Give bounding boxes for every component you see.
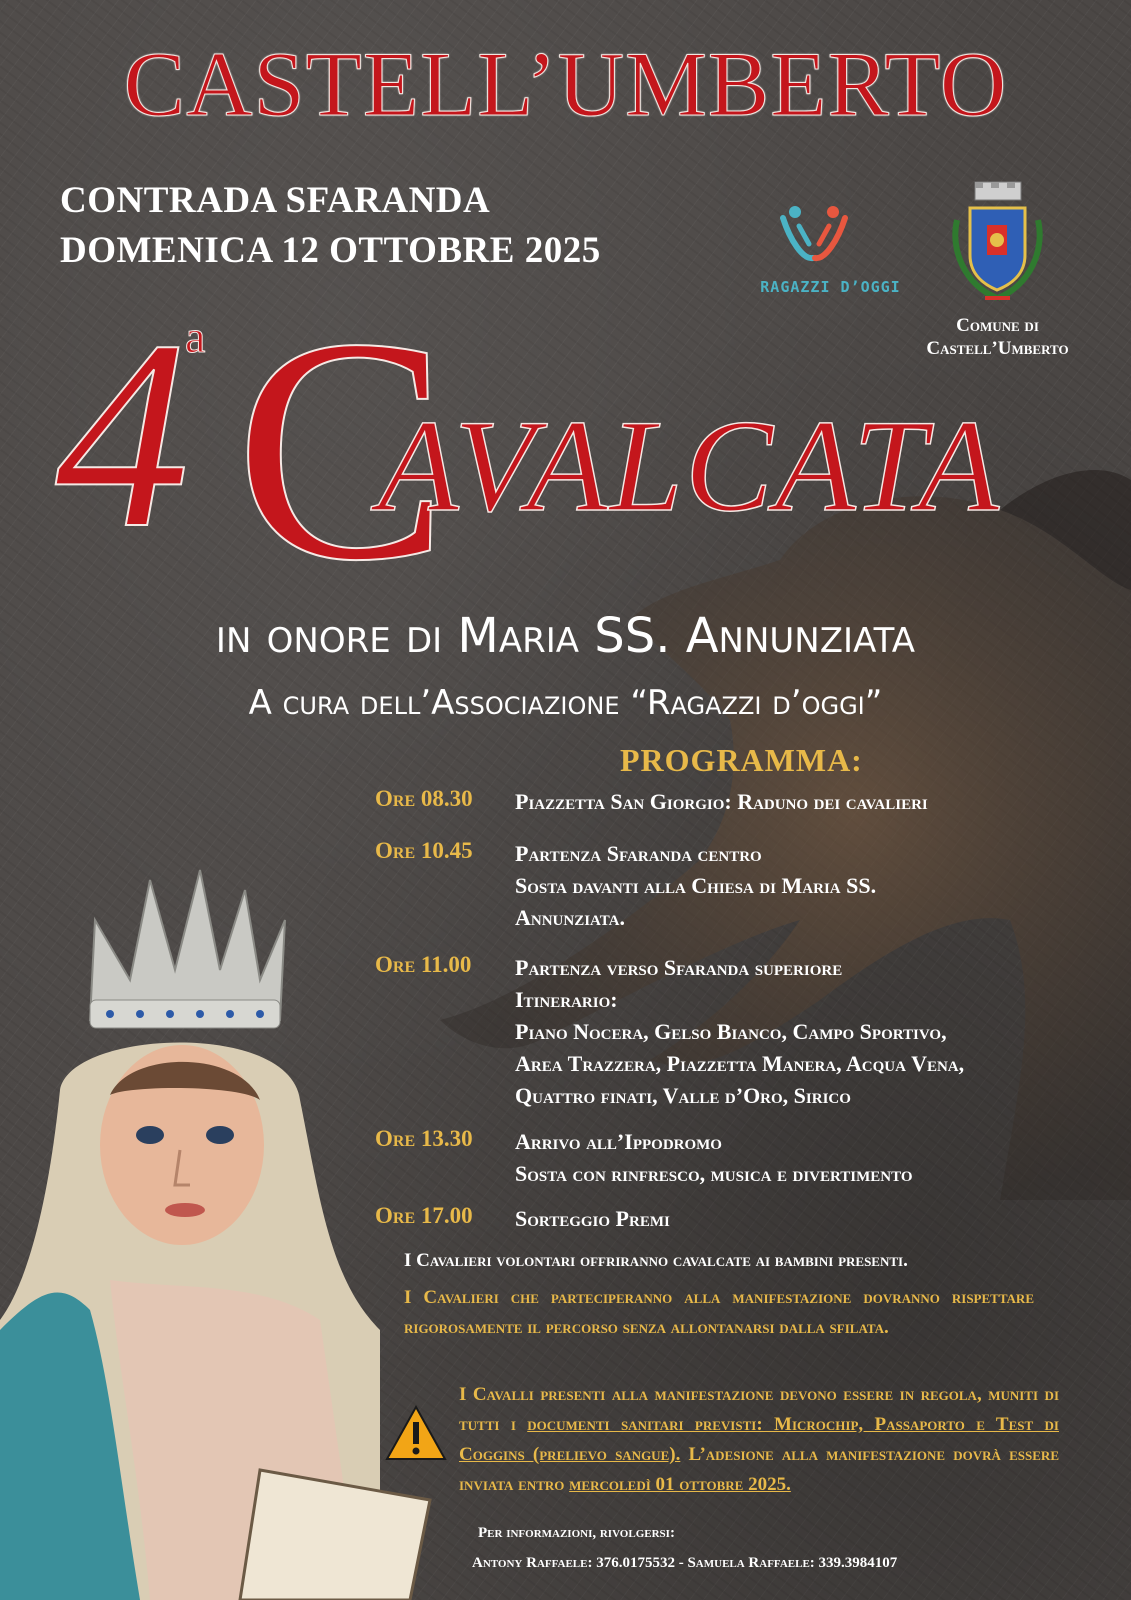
route-note: I Cavalieri che parteciperanno alla manifestazione dovranno rispettare rigorosamente il percorso senza allontanarsi dalla sfilata. [404, 1287, 1034, 1338]
edition-number: 4 [55, 285, 190, 584]
program-time: Ore 10.45 [375, 838, 473, 863]
program-time: Ore 13.30 [375, 1126, 473, 1151]
coat-of-arms-icon [945, 180, 1050, 310]
comune-label [905, 315, 1090, 361]
children-note: I Cavalieri volontari offriranno cavalcate ai bambini presenti. [404, 1250, 908, 1271]
horses-note-deadline-intro: L’adesione alla manifestazione dovrà essere inviata entro [459, 1444, 1059, 1495]
madonna-statue-image [0, 860, 440, 1600]
contacts-label: Per informazioni, rivolgersi: [478, 1525, 675, 1541]
title-initial: C [235, 273, 449, 627]
program-description: Partenza Sfaranda centro Sosta davanti alla Chiesa di Maria SS. Annunziata. [515, 841, 877, 930]
comune-line1: Comune di [956, 315, 1039, 336]
contacts-line: Antony Raffaele: 376.0175532 - Samuela Raffaele: 339.3984107 [472, 1555, 898, 1571]
warning-icon [384, 1404, 448, 1462]
date-line: DOMENICA 12 OTTOBRE 2025 [60, 230, 601, 271]
title-rest: AVALCATA [378, 392, 1001, 539]
horses-note-deadline: mercoledì 01 ottobre 2025. [569, 1474, 791, 1495]
program-time: Ore 08.30 [375, 786, 473, 811]
town-title: CASTELL’UMBERTO [123, 33, 1008, 135]
horses-note-intro: I Cavalli presenti alla manifestazione devono essere in regola, muniti di tutti i [459, 1384, 1059, 1435]
program-item [375, 952, 964, 1112]
organizer-subtitle: A cura dell’Associazione “Ragazzi d’oggi” [248, 683, 883, 723]
edition-ordinal: a [185, 311, 206, 362]
program-item [375, 786, 928, 818]
program-description: Piazzetta San Giorgio: Raduno dei cavalieri [515, 789, 928, 814]
program-item [375, 1126, 913, 1190]
program-description: Arrivo all’Ippodromo Sosta con rinfresco, musica e divertimento [515, 1129, 913, 1186]
horses-note-documents: documenti sanitari previsti: Microchip, Passaporto e Test di Coggins (prelievo sangue). [459, 1414, 1059, 1465]
comune-line2: Castell’Umberto [926, 337, 1069, 359]
program-description: Partenza verso Sfaranda superiore Itinerario: Piano Nocera, Gelso Bianco, Campo Sportivo, Area Trazzera, Piazzetta Manera, Acqua Vena, Quattro finati, Valle d’Oro, Sirico [515, 955, 965, 1108]
honor-subtitle: in onore di Maria SS. Annunziata [215, 608, 916, 664]
horses-note [459, 1380, 1059, 1500]
program-description: Sorteggio Premi [515, 1206, 670, 1231]
program-heading: PROGRAMMA: [620, 742, 863, 778]
ragazzi-logo-label: RAGAZZI D’OGGI [760, 278, 901, 296]
program-item [375, 838, 876, 934]
location-line: CONTRADA SFARANDA [60, 180, 491, 221]
program-time: Ore 11.00 [375, 952, 472, 977]
program-time: Ore 17.00 [375, 1203, 473, 1228]
